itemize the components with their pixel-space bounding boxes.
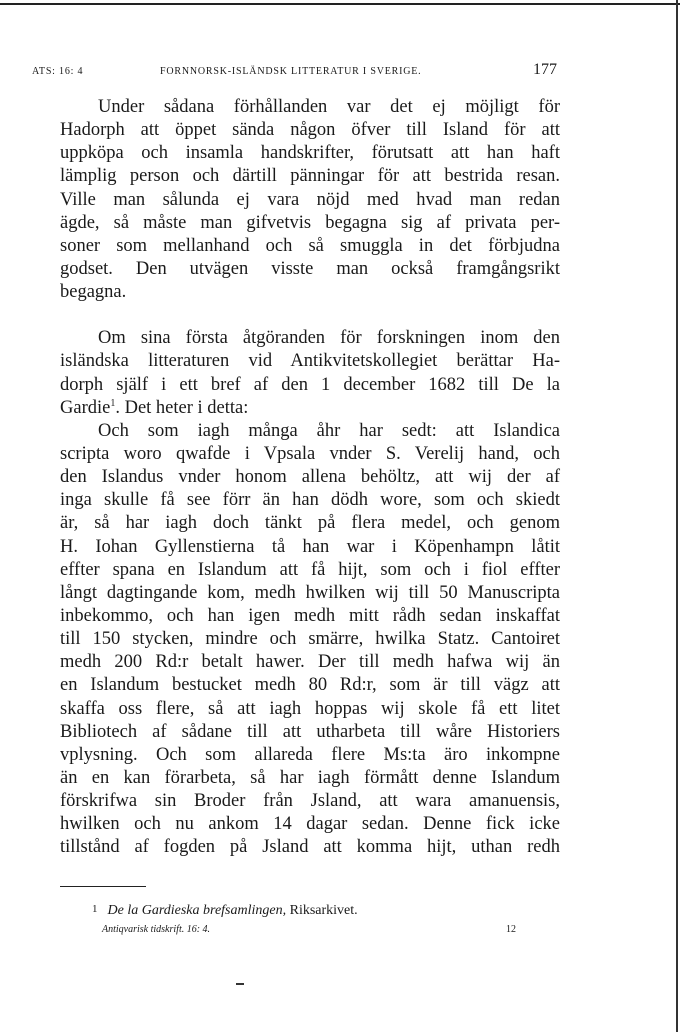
paragraph-gap xyxy=(60,304,560,327)
paragraph-2-line: Om sina första åtgöranden för forskningen inom den xyxy=(98,328,560,349)
paragraph-2-text: Gardie xyxy=(60,397,111,418)
printer-signature xyxy=(102,924,516,938)
paragraph-2-text: . Det heter i detta: xyxy=(115,397,249,418)
quote-line: än en kan förarbeta, så har iagh förmått denne Islandum xyxy=(60,767,560,788)
paragraph-2-last-line xyxy=(60,397,560,420)
paragraph-1-line: ägde, så måste man gifvetvis begagna sig af privata per- xyxy=(60,212,560,233)
signature-number: 12 xyxy=(506,924,516,935)
body-text xyxy=(60,96,560,860)
bottom-dash-mark xyxy=(236,983,244,985)
quote-line: är, så har iagh doch tänkt på flera medel, och genom xyxy=(60,513,560,534)
running-head-title: FORNNORSK-ISLÄNDSK LITTERATUR I SVERIGE. xyxy=(160,66,422,77)
footnote-divider xyxy=(60,886,146,887)
quote-line: Bibliotech af sådane till att utharbeta till wåre Historiers xyxy=(60,721,560,742)
quote-line: vplysning. Och som allareda flere Ms:ta äro inkompne xyxy=(60,744,560,765)
quote-line: medh 200 Rd:r betalt hawer. Der till medh hafwa wij än xyxy=(60,652,560,673)
paragraph-1-line: Hadorph att öppet sända någon öfver till Island för att xyxy=(60,120,560,141)
quote-line: inga skulle få see förr än han dödh wore, som och skiedt xyxy=(60,490,560,511)
page-number: 177 xyxy=(533,61,557,78)
footnote-marker: 1 xyxy=(92,903,98,915)
quote-line: Och som iagh många åhr har sedt: att Islandica xyxy=(98,420,560,441)
footnote-archive: Riksarkivet. xyxy=(286,903,358,918)
paragraph-1-line: Ville man sålunda ej vara nöjd med hvad man redan xyxy=(60,189,560,210)
footnote xyxy=(92,903,358,919)
quote-line: skaffa oss flere, så att iagh hoppas wij skole få ett litet xyxy=(60,698,560,719)
running-head-ref: ATS: 16: 4 xyxy=(32,66,84,77)
paragraph-1-line: uppköpa och insamla handskrifter, förutsatt att han haft xyxy=(60,143,560,164)
paragraph-2-line: dorph själf i ett bref af den 1 december 1682 till De la xyxy=(60,374,560,395)
top-border-line xyxy=(0,3,680,5)
quote-line: till 150 stycken, mindre och smärre, hwilka Statz. Cantoiret xyxy=(60,629,560,650)
footnote-reference: 1 xyxy=(110,397,116,409)
paragraph-1-line: soner som mellanhand och så smuggla in det förbjudna xyxy=(60,235,560,256)
quote-line: förskrifwa sin Broder från Jsland, att wara amanuensis, xyxy=(60,791,560,812)
quote-line: scripta woro qwafde i Vpsala vnder S. Verelij hand, och xyxy=(60,443,560,464)
quote-line: den Islandus vnder honom allena behöltz, att wij der af xyxy=(60,467,560,488)
right-border-line xyxy=(676,0,678,1032)
quote-line: hwilken och nu ankom 14 dagar sedan. Denne fick icke xyxy=(60,814,560,835)
paragraph-2-line: isländska litteraturen vid Antikvitetskollegiet berättar Ha- xyxy=(60,351,560,372)
paragraph-1-line: lämplig person och därtill pänningar för att bestrida resan. xyxy=(60,166,560,187)
quote-line: effter spana en Islandum att få hijt, som och i fiol effter xyxy=(60,559,560,580)
footnote-source-title: De la Gardieska brefsamlingen, xyxy=(107,903,287,918)
paragraph-1-line: godset. Den utvägen visste man också framgångsrikt xyxy=(60,258,560,279)
quote-line: långt dagtingande kom, medh hwilken wij till 50 Manuscripta xyxy=(60,582,560,603)
quote-line: en Islandum bestucket medh 80 Rd:r, som är till vägz att xyxy=(60,675,560,696)
quote-line: inbekommo, och han igen medh mitt rådh sedan inskaffat xyxy=(60,605,560,626)
signature-journal: Antiqvarisk tidskrift. 16: 4. xyxy=(102,924,211,935)
quote-line: tillstånd af fogden på Jsland att komma hijt, uthan redh xyxy=(60,837,560,858)
quote-line: H. Iohan Gyllenstierna tå han war i Köpenhampn låtit xyxy=(60,536,560,557)
paragraph-1-line: Under sådana förhållanden var det ej möjligt för xyxy=(98,97,560,117)
running-head xyxy=(32,61,557,82)
paragraph-1-line: begagna. xyxy=(60,282,127,303)
